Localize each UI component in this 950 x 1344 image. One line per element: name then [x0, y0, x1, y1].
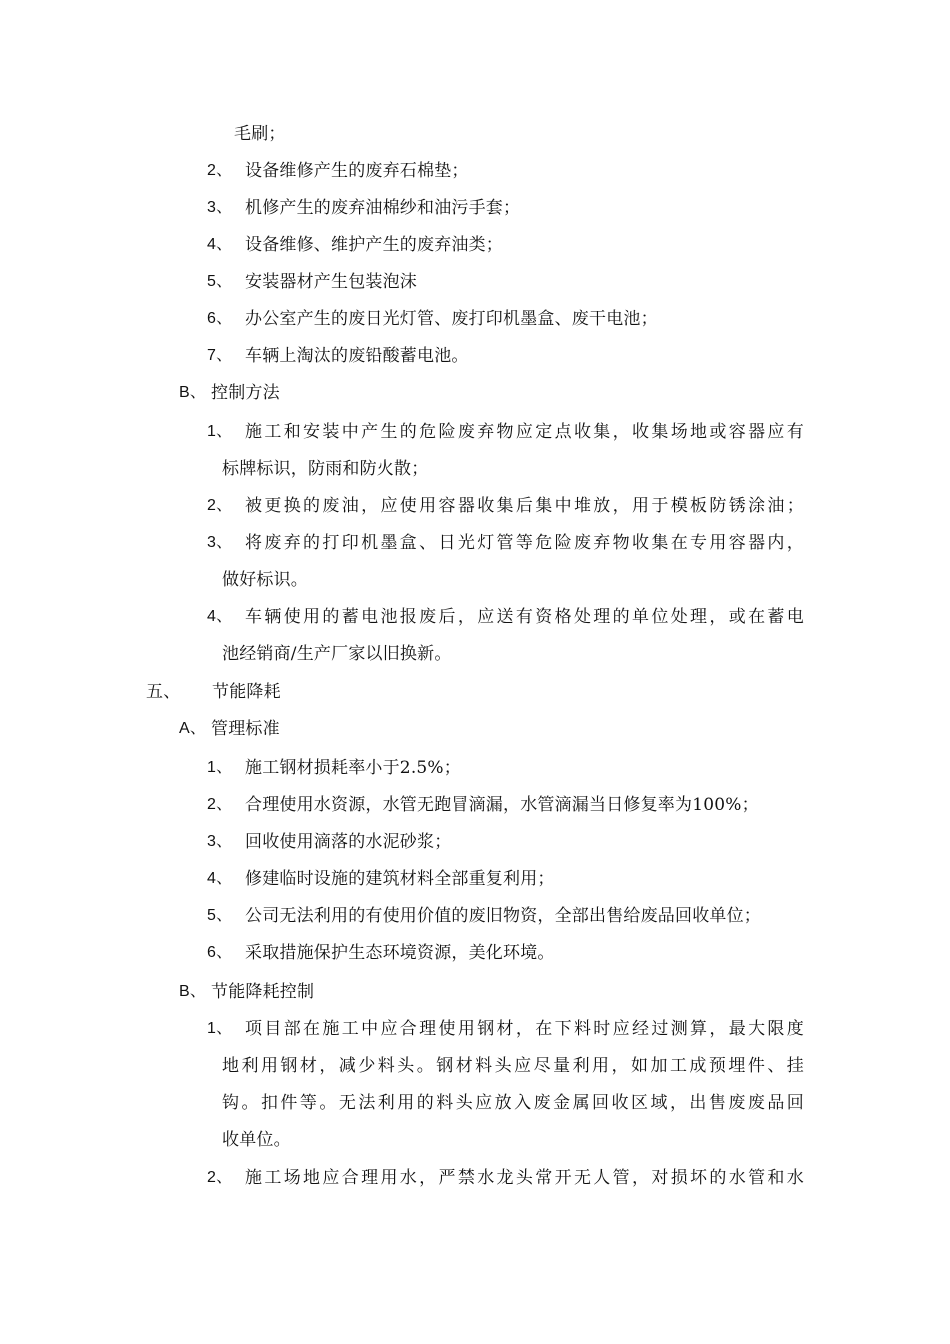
item-text: 安装器材产生包装泡沫	[245, 272, 417, 292]
item-text: 标牌标识，防雨和防火散；	[222, 459, 429, 479]
item-text: 合理使用水资源，水管无跑冒滴漏，水管滴漏当日修复率为100%；	[245, 795, 759, 815]
item-number: 1、	[207, 423, 233, 440]
item-text: 将废弃的打印机墨盒、日光灯管等危险废弃物收集在专用容器内，	[245, 533, 804, 553]
item-text: 机修产生的废弃油棉纱和油污手套；	[245, 198, 521, 218]
item-number: 1、	[207, 759, 233, 776]
subsection-label: B、	[179, 384, 207, 401]
item-text: 做好标识。	[222, 570, 308, 590]
item-number: 4、	[207, 236, 233, 253]
item-text: 施工场地应合理用水，严禁水龙头常开无人管，对损坏的水管和水	[245, 1168, 804, 1188]
item-number: 5、	[207, 273, 233, 290]
item-number: 2、	[207, 1169, 233, 1186]
item-number: 4、	[207, 870, 233, 887]
subsection-title: 管理标准	[211, 719, 280, 739]
item-text: 设备维修产生的废弃石棉垫；	[245, 161, 469, 181]
item-text: 毛刷；	[234, 124, 286, 144]
subsection-title: 节能降耗控制	[211, 982, 315, 1002]
item-number: 3、	[207, 199, 233, 216]
item-number: 5、	[207, 907, 233, 924]
item-number: 3、	[207, 534, 233, 551]
item-number: 3、	[207, 833, 233, 850]
item-text: 地利用钢材，减少料头。钢材料头应尽量利用，如加工成预埋件、挂	[222, 1056, 804, 1076]
item-text: 设备维修、维护产生的废弃油类；	[245, 235, 503, 255]
subsection-label: B、	[179, 983, 207, 1000]
item-text: 采取措施保护生态环境资源，美化环境。	[245, 943, 555, 963]
item-text: 施工和安装中产生的危险废弃物应定点收集，收集场地或容器应有	[245, 422, 804, 442]
item-text: 收单位。	[222, 1130, 291, 1150]
item-number: 1、	[207, 1020, 233, 1037]
subsection-label: A、	[179, 720, 207, 737]
item-number: 7、	[207, 347, 233, 364]
section-number: 五、	[146, 682, 181, 702]
item-number: 2、	[207, 162, 233, 179]
section-title: 节能降耗	[212, 682, 281, 702]
item-text: 办公室产生的废日光灯管、废打印机墨盒、废干电池；	[245, 309, 658, 329]
item-text: 项目部在施工中应合理使用钢材，在下料时应经过测算，最大限度	[245, 1019, 804, 1039]
item-text: 车辆上淘汰的废铅酸蓄电池。	[245, 346, 469, 366]
item-text: 池经销商/生产厂家以旧换新。	[222, 644, 452, 664]
item-text: 回收使用滴落的水泥砂浆；	[245, 832, 452, 852]
item-text: 施工钢材损耗率小于2.5%；	[245, 758, 461, 778]
item-number: 2、	[207, 497, 233, 514]
item-text: 车辆使用的蓄电池报废后，应送有资格处理的单位处理，或在蓄电	[245, 607, 804, 627]
item-text: 钩。扣件等。无法利用的料头应放入废金属回收区域，出售废废品回	[222, 1093, 804, 1113]
item-text: 修建临时设施的建筑材料全部重复利用；	[245, 869, 555, 889]
subsection-title: 控制方法	[211, 383, 280, 403]
item-text: 公司无法利用的有使用价值的废旧物资，全部出售给废品回收单位；	[245, 906, 761, 926]
item-text: 被更换的废油，应使用容器收集后集中堆放，用于模板防锈涂油；	[245, 496, 804, 516]
item-number: 6、	[207, 944, 233, 961]
item-number: 4、	[207, 608, 233, 625]
item-number: 6、	[207, 310, 233, 327]
item-number: 2、	[207, 796, 233, 813]
